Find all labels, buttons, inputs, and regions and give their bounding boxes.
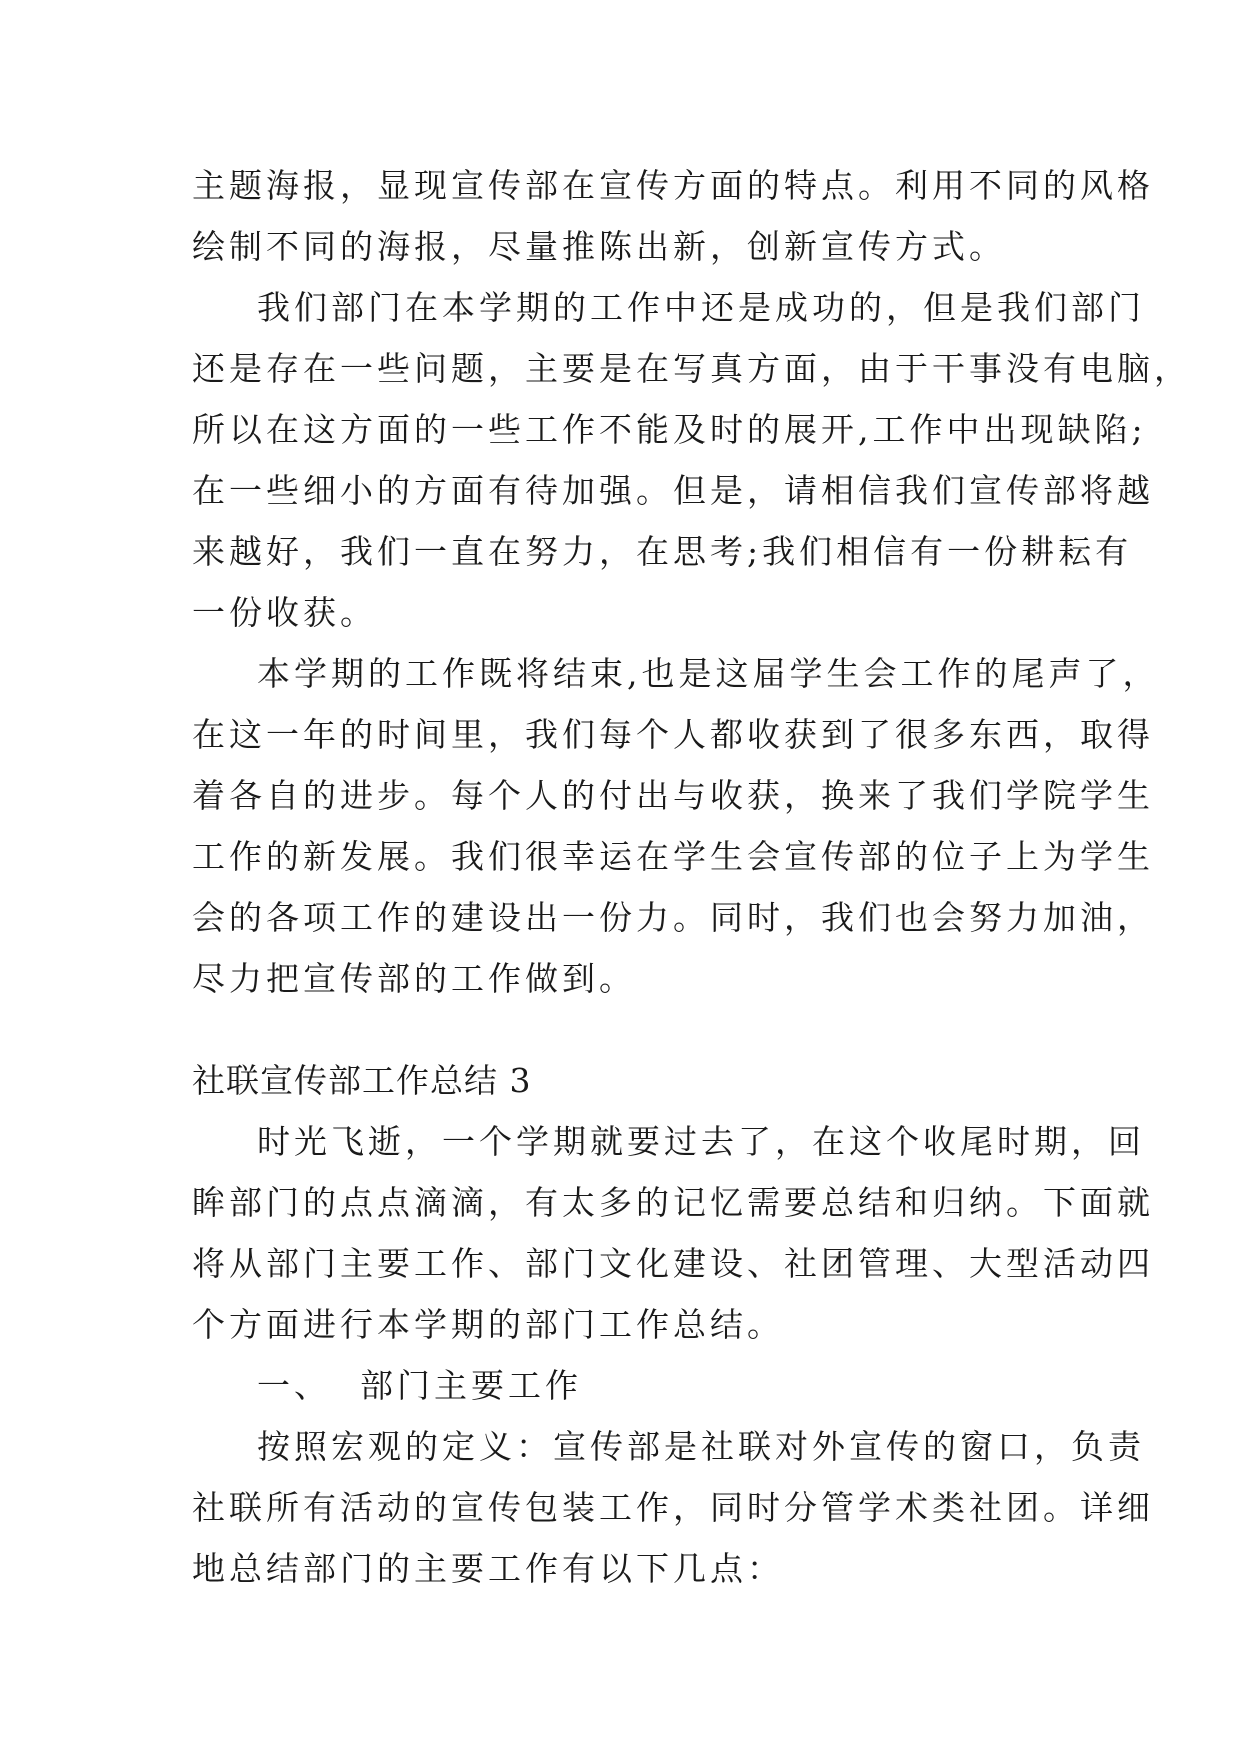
paragraph-3-line-4: 工作的新发展。我们很幸运在学生会宣传部的位子上为学生 [192, 837, 1154, 876]
paragraph-3-line-3: 着各自的进步。每个人的付出与收获，换来了我们学院学生 [192, 776, 1154, 815]
paragraph-2-line-1: 我们部门在本学期的工作中还是成功的，但是我们部门 [257, 288, 1145, 327]
paragraph-2-line-6: 一份收获。 [192, 593, 377, 632]
paragraph-2-line-4: 在一些细小的方面有待加强。但是，请相信我们宣传部将越 [192, 471, 1154, 510]
paragraph-4-line-4: 个方面进行本学期的部门工作总结。 [192, 1305, 784, 1344]
paragraph-5-line-2: 社联所有活动的宣传包装工作，同时分管学术类社团。详细 [192, 1488, 1154, 1527]
paragraph-3-line-6: 尽力把宣传部的工作做到。 [192, 959, 636, 998]
paragraph-4-line-3: 将从部门主要工作、部门文化建设、社团管理、大型活动四 [192, 1244, 1154, 1283]
paragraph-5-line-1: 按照宏观的定义：宣传部是社联对外宣传的窗口，负责 [257, 1427, 1145, 1466]
paragraph-1-line-2: 绘制不同的海报，尽量推陈出新，创新宣传方式。 [192, 227, 1006, 266]
paragraph-2-line-5: 来越好，我们一直在努力，在思考;我们相信有一份耕耘有 [192, 532, 1133, 571]
paragraph-2-line-2: 还是存在一些问题，主要是在写真方面，由于干事没有电脑， [192, 349, 1191, 388]
paragraph-3-line-1: 本学期的工作既将结束,也是这届学生会工作的尾声了， [257, 654, 1160, 693]
paragraph-3-line-2: 在这一年的时间里，我们每个人都收获到了很多东西，取得 [192, 715, 1154, 754]
section-title: 社联宣传部工作总结 3 [192, 1061, 532, 1100]
paragraph-5-line-3: 地总结部门的主要工作有以下几点： [192, 1549, 784, 1588]
paragraph-4-line-2: 眸部门的点点滴滴，有太多的记忆需要总结和归纳。下面就 [192, 1183, 1154, 1222]
subheading-main-work: 一、 部门主要工作 [257, 1366, 582, 1405]
paragraph-1-line-1: 主题海报，显现宣传部在宣传方面的特点。利用不同的风格 [192, 166, 1154, 205]
paragraph-4-line-1: 时光飞逝，一个学期就要过去了，在这个收尾时期，回 [257, 1122, 1145, 1161]
paragraph-2-line-3: 所以在这方面的一些工作不能及时的展开,工作中出现缺陷; [192, 410, 1147, 449]
paragraph-3-line-5: 会的各项工作的建设出一份力。同时，我们也会努力加油， [192, 898, 1154, 937]
